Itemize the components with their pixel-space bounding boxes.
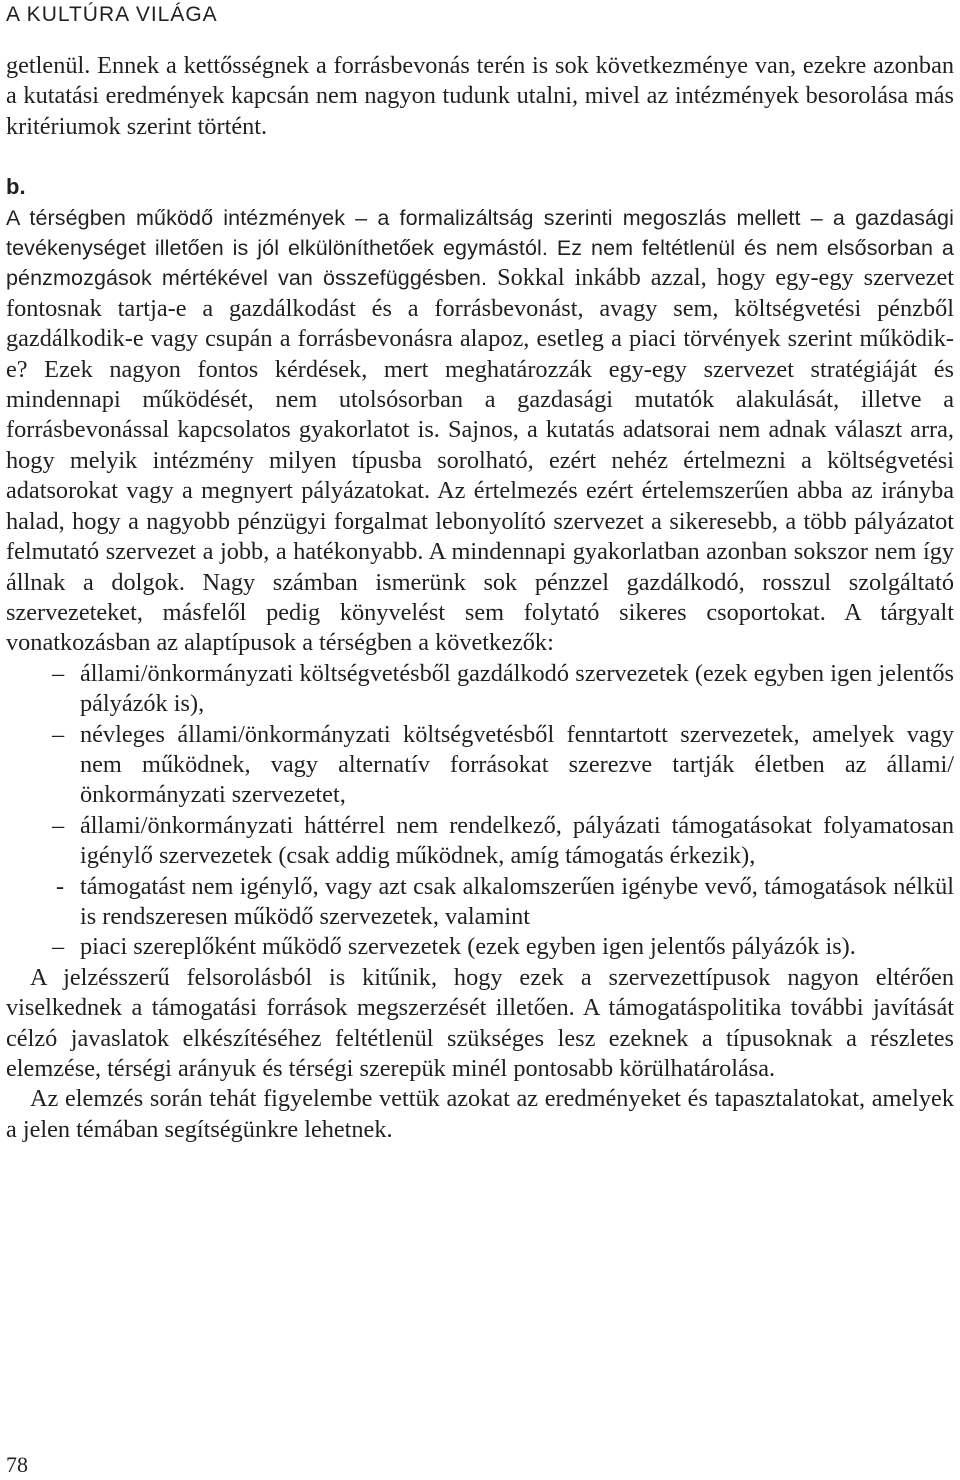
- list-marker: –: [52, 933, 65, 961]
- paragraph-lead-sans: A térségben működő intézmények – a formalizáltság szerinti megoszlás mellett – a gazdasági tevékenységet illetően is jól elkülöníthetőek egymástól. Ez nem feltétlenül és nem elsősorban a pénzmozgások mértékével van összefüggésben.: [6, 205, 954, 291]
- organization-type-list: [6, 659, 954, 963]
- paragraph-lead-serif: Sokkal inkább azzal, hogy egy-egy szervezet fontosnak tartja-e a gazdálkodást és a forrásbevonást, avagy sem, költségvetési pénzből gazdálkodik-e vagy csupán a forrásbevonásra alapoz, esetleg a piaci törvények szerint működik-e? Ezek nagyon fontos kérdések, mert meghatározzák egy-egy szervezet stratégiáját és mindennapi működését, nem utolsósorban a gazdasági mutatók alakulását, illetve a forrásbevonással kapcsolatos gyakorlatot is. Sajnos, a kutatás adatsorai nem adnak választ arra, hogy melyik intézmény milyen típusba sorolható, ezért nehéz értelmezni a költségvetési adatsorokat vagy a megnyert pályázatokat. Az értelmezés ezért értelemszerűen abba az irányba halad, hogy a nagyobb pénzügyi forgalmat lebonyolító szervezet a sikeresebb, a több pályázatot felmutató szervezet a jobb, a hatékonyabb. A mindennapi gyakorlatban azonban sokszor nem így állnak a dolgok. Nagy számban ismerünk sok pénzzel gazdálkodó, rosszul szolgáltató szervezeteket, másfelől pedig könyvelést sem folytató sikeres csoportokat. A tárgyalt vonatkozásban az alaptípusok a térségben a következők:: [6, 264, 954, 657]
- list-item: [6, 932, 954, 962]
- list-marker: -: [56, 872, 65, 900]
- list-item: [6, 720, 954, 811]
- paragraph-conclusion: A jelzésszerű felsorolásból is kitűnik, hogy ezek a szervezettípusok nagyon eltérően viselkednek a támogatási források megszerzését illetően. A támogatáspolitika további javítását célzó javaslatok elkészítéséhez feltétlenül szükséges lesz ezeknek a típusoknak a részletes elemzése, térségi arányuk és térségi szerepük minél pontosabb körülhatárolása.: [6, 963, 954, 1082]
- list-item: [6, 872, 954, 933]
- list-marker: –: [52, 811, 65, 839]
- section-label: b.: [6, 174, 26, 200]
- running-header: A KULTÚRA VILÁGA: [6, 3, 218, 26]
- list-item: [6, 811, 954, 872]
- list-item-text: piaci szereplőként működő szervezetek (ezek egyben igen jelentős pályázók is).: [80, 933, 856, 961]
- page-body: [6, 51, 954, 1145]
- paragraph-closing: Az elemzés során tehát figyelembe vettük azokat az eredményeket és tapasztalatokat, amelyek a jelen témában segítségünkre lehetnek.: [6, 1085, 954, 1143]
- paragraph-continuation: getlenül. Ennek a kettősségnek a forrásbevonás terén is sok következménye van, ezekre azonban a kutatási eredmények kapcsán nem nagyon tudunk utalni, mivel az intézmények besorolása más kritériumok szerint történt.: [6, 52, 954, 140]
- list-item-text: állami/önkormányzati költségvetésből gazdálkodó szervezetek (ezek egyben igen jelentős pályázók is),: [80, 659, 954, 718]
- list-item: [6, 659, 954, 720]
- paragraph-main: [6, 203, 954, 659]
- list-marker: –: [52, 659, 65, 687]
- list-item-text: névleges állami/önkormányzati költségvetésből fenntartott szervezetek, amelyek vagy nem működnek, vagy alternatív forrásokat szerezve tartják életben az állami/önkormányzati szervezetet,: [80, 720, 954, 809]
- list-item-text: állami/önkormányzati háttérrel nem rendelkező, pályázati támogatásokat folyamatosan igénylő szervezetek (csak addig működnek, amíg támogatás érkezik),: [80, 811, 954, 870]
- list-marker: –: [52, 720, 65, 748]
- list-item-text: támogatást nem igénylő, vagy azt csak alkalomszerűen igénybe vevő, támogatások nélkül is rendszeresen működő szervezetek, valamint: [80, 872, 954, 930]
- page-number: 78: [6, 1452, 28, 1477]
